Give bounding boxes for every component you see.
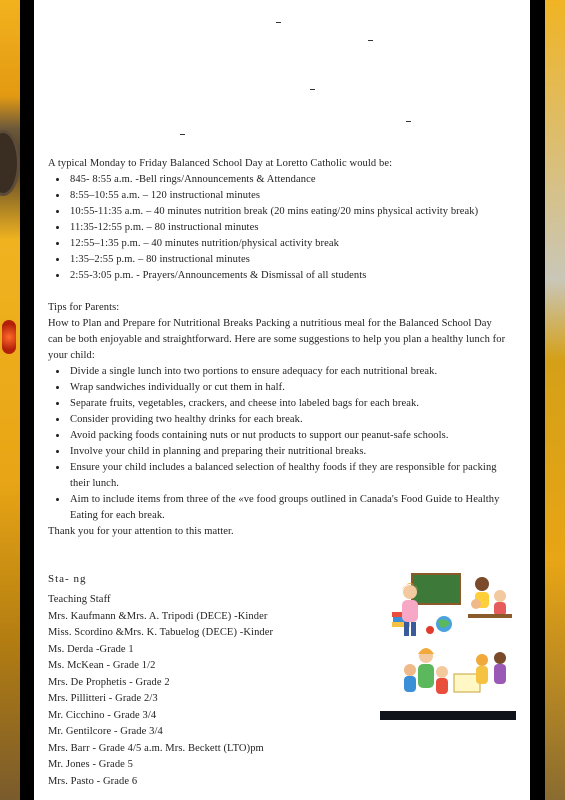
bus-wheel-icon <box>0 130 20 196</box>
stray-mark <box>180 134 185 135</box>
tip-item: • Involve your child in planning and preparing their nutritional breaks. <box>68 444 506 460</box>
tip-item: • Separate fruits, vegetables, crackers, and cheese into labeled bags for each break. <box>68 396 506 412</box>
staff-entry: Mrs. Pillitteri - Grade 2/3 <box>48 693 158 704</box>
staff-entry: Mrs. Pasto - Grade 6 <box>48 775 138 787</box>
staff-entry: Mrs. De Prophetis - Grade 2 <box>48 676 170 688</box>
staff-entry: Mr. Jones - Grade 5 <box>48 759 134 770</box>
staff-entry: Mrs. Kaufmann &Mrs. A. Tripodi (DECE) -Kinder <box>48 610 268 622</box>
tip-item: • Ensure your child includes a balanced selection of healthy foods if they are responsible for packing their lunch. <box>68 460 506 492</box>
staff-entry: Ms. McKean - Grade 1/2 <box>48 660 156 671</box>
stray-mark <box>368 40 373 41</box>
schedule-intro: A typical Monday to Friday Balanced School Day at Loretto Catholic would be: <box>48 158 393 169</box>
schedule-item: • 11:35-12:55 p.m. – 80 instructional minutes <box>68 220 506 236</box>
tip-item: • Consider providing two healthy drinks for each break. <box>68 412 506 428</box>
staff-entry: Ms. Derda -Grade 1 <box>48 643 134 655</box>
schedule-item: • 1:35–2:55 p.m. – 80 instructional minutes <box>68 252 506 268</box>
tips-heading: Tips for Parents: <box>48 302 120 313</box>
schedule-item: • 2:55-3:05 p.m. - Prayers/Announcements & Dismissal of all students <box>68 268 506 284</box>
document-frame-right <box>530 0 545 800</box>
newsletter-page <box>34 0 530 800</box>
teacher-and-children-illustration <box>380 572 516 720</box>
illustration-caption-bar <box>380 711 516 720</box>
staff-entry: Mr. Cicchino - Grade 3/4 <box>48 709 157 721</box>
newsletter-content <box>48 156 506 540</box>
schedule-item: • 845- 8:55 a.m. -Bell rings/Announcements & Attendance <box>68 172 506 188</box>
stray-mark <box>406 121 411 122</box>
stray-mark <box>276 22 281 23</box>
schedule-item: • 8:55–10:55 a.m. – 120 instructional minutes <box>68 188 506 204</box>
stray-mark <box>310 89 315 90</box>
staff-entry: Miss. Scordino &Mrs. K. Tabuelog (DECE) -Kinder <box>48 627 274 638</box>
tips-intro: How to Plan and Prepare for Nutritional Breaks Packing a nutritious meal for the Balanced School Day can be both enjoyable and straightforward. Here are some suggestions to help you plan a healthy lunch for your child: <box>48 318 506 361</box>
staff-entry: Mrs. Barr - Grade 4/5 a.m. Mrs. Beckett (LTO)pm <box>48 742 264 754</box>
staff-list <box>48 592 348 790</box>
background-bus-left <box>0 0 20 800</box>
bus-light-icon <box>2 320 16 354</box>
staff-entry: Mr. Gentilcore - Grade 3/4 <box>48 726 163 737</box>
schedule-list <box>48 172 506 284</box>
teaching-staff-heading: Teaching Staff <box>48 594 111 605</box>
schedule-item: • 10:55-11:35 a.m. – 40 minutes nutrition break (20 mins eating/20 mins physical activity break) <box>68 204 506 220</box>
document-frame-left <box>20 0 34 800</box>
schedule-item: • 12:55–1:35 p.m. – 40 minutes nutrition/physical activity break <box>68 236 506 252</box>
background-bus-right <box>545 0 565 800</box>
staffing-heading: Sta‑ ng <box>48 573 87 585</box>
tip-item: • Wrap sandwiches individually or cut them in half. <box>68 380 506 396</box>
tips-list <box>48 364 506 524</box>
tip-item: • Divide a single lunch into two portions to ensure adequacy for each nutritional break. <box>68 364 506 380</box>
tip-item: • Aim to include items from three of the «ve food groups outlined in Canada's Food Guide to Healthy Eating for each break. <box>68 492 506 524</box>
tips-closing: Thank you for your attention to this matter. <box>48 526 234 537</box>
tip-item: • Avoid packing foods containing nuts or nut products to support our peanut-safe schools. <box>68 428 506 444</box>
classroom-icon <box>380 572 516 711</box>
